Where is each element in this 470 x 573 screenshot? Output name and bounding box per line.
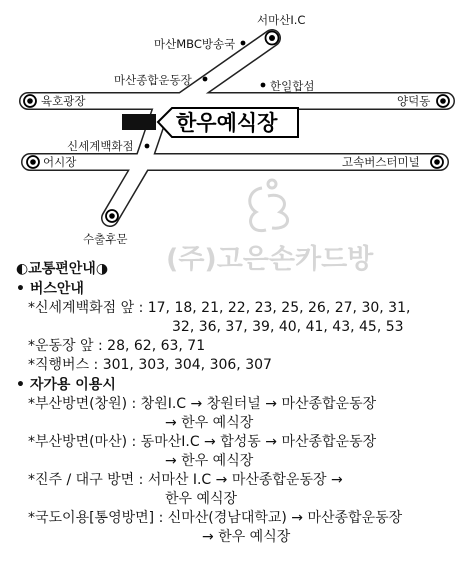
car-line: → 한우 예식장 bbox=[202, 529, 291, 545]
venue-building bbox=[122, 114, 156, 130]
label-shinsegae: 신세계백화점 bbox=[67, 139, 134, 153]
car-line: → 한우 예식장 bbox=[165, 453, 254, 469]
venue-name: 한우예식장 bbox=[176, 111, 278, 135]
car-line: → 한우 예식장 bbox=[165, 415, 254, 431]
marker-mbc bbox=[241, 41, 246, 46]
directions-title: ◐교통편안내◑ bbox=[16, 261, 109, 277]
bus-line: 32, 36, 37, 39, 40, 41, 43, 45, 53 bbox=[172, 319, 404, 335]
label-yangdeok-dong: 양덕동 bbox=[397, 94, 431, 108]
marker-hanil bbox=[261, 83, 266, 88]
bus-line: *직행버스 : 301, 303, 304, 306, 307 bbox=[28, 357, 272, 373]
label-masan-mbc: 마산MBC방송국 bbox=[154, 37, 236, 51]
node-suchul bbox=[106, 210, 118, 222]
label-suchul-humun: 수출후문 bbox=[83, 232, 128, 246]
bus-header: • 버스안내 bbox=[16, 281, 84, 297]
label-seomasan-ic: 서마산I.C bbox=[257, 13, 306, 27]
node-seomasan bbox=[266, 32, 279, 45]
node-terminal bbox=[431, 156, 443, 168]
label-yukho-square: 육호광장 bbox=[41, 94, 86, 108]
bus-line: *운동장 앞 : 28, 62, 63, 71 bbox=[28, 338, 206, 354]
car-line: *진주 / 대구 방면 : 서마산 I.C → 마산종합운동장 → bbox=[28, 472, 343, 488]
watermark-text: (주)고은손카드방 bbox=[166, 244, 374, 275]
label-hanil-hapseong: 한일합섬 bbox=[270, 79, 315, 93]
car-header: • 자가용 이용시 bbox=[16, 377, 116, 393]
node-yukho bbox=[24, 95, 36, 107]
node-yangdeok bbox=[437, 95, 449, 107]
marker-sports-complex bbox=[203, 77, 208, 82]
label-eosijang: 어시장 bbox=[43, 155, 77, 169]
marker-shinsegae bbox=[145, 144, 150, 149]
car-line: 한우 예식장 bbox=[165, 491, 238, 507]
label-sports-complex: 마산종합운동장 bbox=[114, 73, 192, 87]
bus-line: *신세계백화점 앞 : 17, 18, 21, 22, 23, 25, 26, 27, 30, 31, bbox=[28, 300, 411, 316]
car-line: *부산방면(마산) : 동마산I.C → 합성동 → 마산종합운동장 bbox=[28, 434, 377, 450]
car-line: *국도이용[통영방면] : 신마산(경남대학교) → 마산종합운동장 bbox=[28, 510, 403, 526]
label-express-terminal: 고속버스터미널 bbox=[342, 155, 420, 169]
watermark-logo-icon bbox=[250, 180, 288, 231]
node-eosijang bbox=[27, 156, 39, 168]
car-line: *부산방면(창원) : 창원I.C → 창원터널 → 마산종합운동장 bbox=[28, 396, 377, 412]
